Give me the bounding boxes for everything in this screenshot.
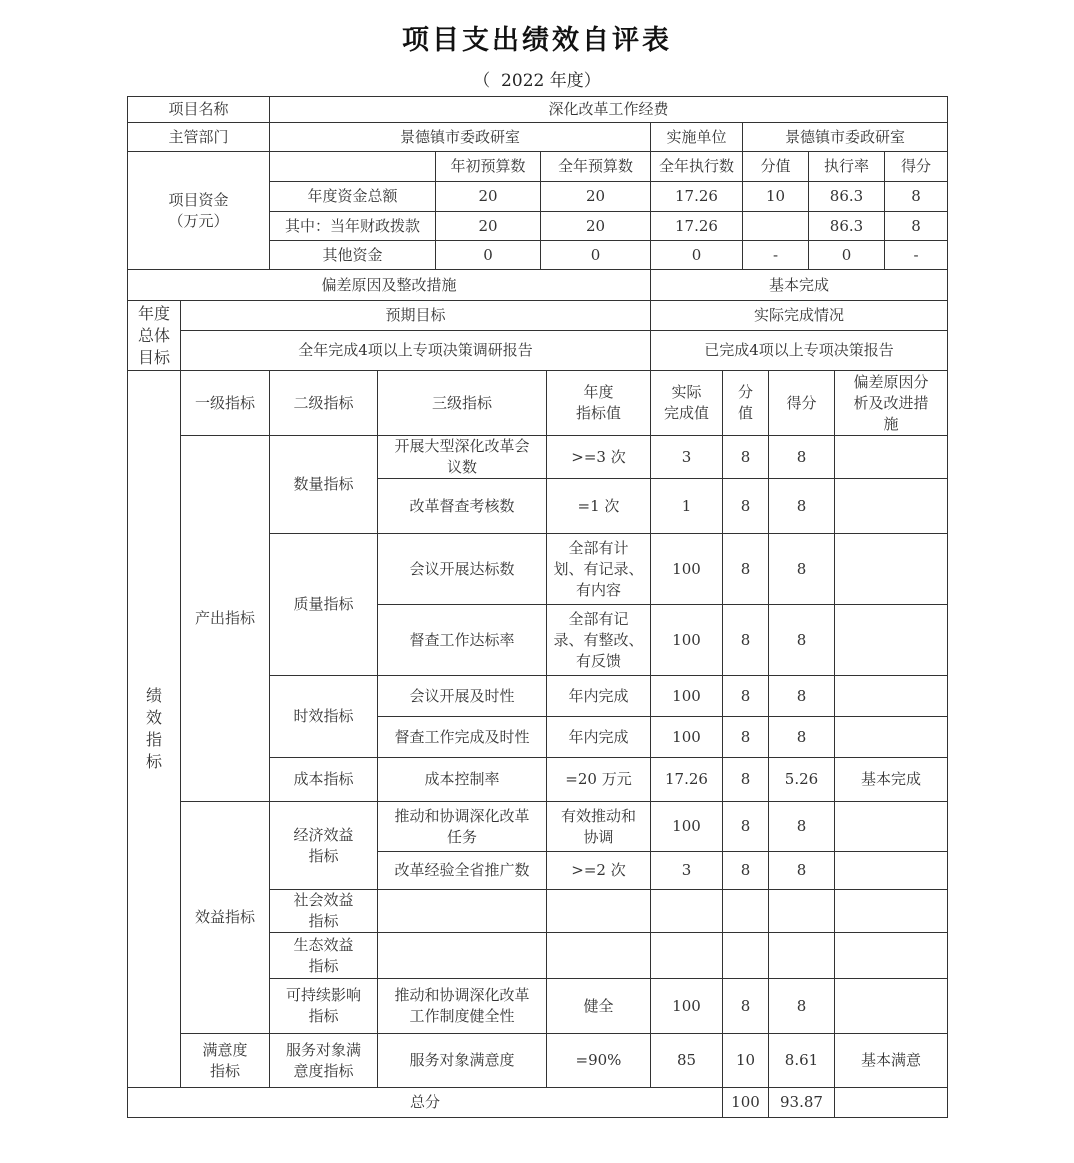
funds-value-cell-text: 20 [585,216,606,235]
dept-label [127,122,270,152]
indicator-weight-cell [722,1033,769,1088]
indicator-header-cell-text: 三级指标 [431,393,492,412]
indicator-name-cell-text: 督查工作完成及时性 [394,727,530,746]
indicator-note-cell [834,435,948,479]
indicator-note-cell-text: 基本完成 [860,770,921,788]
indicator-score-cell-text: 8 [796,630,807,649]
indicator-actual-cell [650,851,723,890]
indicator-note-cell [834,533,948,605]
funds-row-label [269,211,436,241]
funds-header-cell-text: 全年预算数 [557,157,633,175]
indicator-header-cell-text: 二级指标 [293,393,354,412]
funds-row-label-text: 其中：当年财政拨款 [284,216,420,235]
indicator-weight-cell [722,675,769,717]
indicator-name-cell-text: 推动和协调深化改革 工作制度健全性 [394,986,530,1025]
indicator-actual-cell [650,932,723,979]
indicator-header-cell [650,370,723,436]
funds-value-cell [540,211,651,241]
funds-header-cell-text: 年初预算数 [450,157,526,175]
dept-value-text: 景德镇市委政研室 [399,127,520,146]
funds-header-cell-text: 分值 [760,157,791,175]
indicator-name-cell [377,604,547,676]
funds-value-cell-text: 0 [483,245,493,264]
indicator-target-cell-text: 健全 [583,996,614,1015]
dept-label-text: 主管部门 [168,127,229,146]
indicator-header-cell [768,370,835,436]
funds-value-cell-text: - [913,245,919,264]
indicator-weight-cell [722,932,769,979]
indicator-score-cell-text: 8 [796,817,807,835]
indicator-note-cell [834,932,948,979]
funds-value-cell [540,181,651,212]
indicator-target-cell [546,604,651,676]
indicator-target-cell-text: 全部有记 录、有整改、 有反馈 [553,609,644,670]
indicator-actual-cell [650,1033,723,1088]
indicator-score-cell [768,604,835,676]
indicator-name-cell [377,801,547,852]
indicator-weight-cell [722,435,769,479]
level1-output-text: 产出指标 [194,609,255,627]
indicator-actual-cell [650,801,723,852]
funds-value-cell-text: 0 [841,245,852,264]
indicator-name-cell [377,435,547,479]
expected-goal-header [180,300,651,331]
funds-value-cell-text: 8 [911,187,921,205]
level2-cell [269,932,378,979]
annual-goal-label [127,300,181,371]
total-label-text: 总分 [409,1093,440,1111]
indicator-score-cell [768,478,835,534]
indicator-name-cell [377,978,547,1034]
indicator-name-cell-text: 成本控制率 [424,770,500,788]
funds-value-cell-text: 17.26 [675,187,718,205]
indicator-score-cell [768,932,835,979]
funds-header-cell [742,151,809,182]
funds-row-label-text: 年度资金总额 [307,187,398,205]
indicator-actual-cell-text: 17.26 [665,770,708,788]
level1-benefit-text: 效益指标 [194,908,255,926]
indicator-header-cell [722,370,769,436]
indicator-header-cell [377,370,547,436]
level2-cell [269,533,378,676]
indicator-weight-cell [722,978,769,1034]
funds-header-cell [540,151,651,182]
actual-goal-value-text: 已完成4项以上专项决策报告 [704,341,894,359]
total-score [768,1087,835,1118]
indicator-name-cell [377,533,547,605]
level2-cell-text: 成本指标 [293,770,354,788]
indicator-target-cell [546,478,651,534]
indicator-actual-cell-text: 100 [672,630,701,649]
indicator-name-cell [377,757,547,802]
indicator-actual-cell [650,675,723,717]
impl-unit-value-text: 景德镇市委政研室 [784,127,905,146]
indicator-name-cell-text: 督查工作达标率 [409,630,515,649]
project-name-value [269,96,948,123]
indicator-name-cell [377,478,547,534]
indicator-score-cell-text: 8 [796,861,807,879]
indicator-weight-cell [722,757,769,802]
funds-header-cell-text: 全年执行数 [658,157,734,175]
expected-goal-value-text: 全年完成4项以上专项决策调研报告 [298,341,533,359]
funds-value-cell-text: 8 [911,216,921,235]
actual-goal-header-text: 实际完成情况 [753,306,844,324]
indicator-weight-cell-text: 8 [740,447,751,466]
funds-value-cell [650,240,743,270]
level2-cell-text: 生态效益 指标 [293,935,354,975]
indicator-score-cell [768,533,835,605]
indicator-target-cell [546,889,651,933]
level1-output [180,435,270,802]
indicator-weight-cell-text: 10 [735,1051,756,1069]
indicator-actual-cell-text: 100 [672,817,701,835]
indicator-note-cell [834,1033,948,1088]
funds-row-label-text: 其他资金 [322,245,383,264]
indicator-score-cell-text: 8 [796,727,807,746]
indicator-name-cell-text: 开展大型深化改革会 议数 [394,437,530,476]
indicator-note-cell [834,851,948,890]
actual-goal-header [650,300,948,331]
level2-cell-text: 经济效益 指标 [293,825,354,865]
indicator-actual-cell [650,978,723,1034]
indicator-target-cell [546,801,651,852]
indicator-score-cell [768,757,835,802]
level2-cell [269,757,378,802]
deviation-value-text: 基本完成 [768,275,829,294]
funds-header-cell [650,151,743,182]
indicator-score-cell-text: 8 [796,447,807,466]
funds-value-cell-text: 86.3 [829,216,864,235]
level2-cell [269,889,378,933]
funds-value-cell-text: 20 [478,216,498,235]
funds-value-cell-text: 0 [691,245,702,264]
indicator-weight-cell [722,478,769,534]
indicator-weight-cell-text: 8 [740,559,751,578]
indicator-weight-cell [722,851,769,890]
indicator-target-cell-text: 年内完成 [568,686,629,705]
indicator-weight-cell [722,533,769,605]
indicator-header-cell [834,370,948,436]
indicator-header-cell-text: 偏差原因分 析及改进措 施 [853,372,929,433]
indicator-actual-cell [650,435,723,479]
indicator-actual-cell [650,604,723,676]
indicator-header-cell-text: 得分 [786,393,817,412]
funds-value-cell-text: 86.3 [829,187,864,205]
indicator-name-cell-text: 改革经验全省推广数 [394,861,530,879]
indicator-note-cell [834,757,948,802]
funds-header-cell [435,151,541,182]
indicator-target-cell [546,716,651,758]
indicator-weight-cell [722,604,769,676]
indicator-actual-cell [650,478,723,534]
indicator-score-cell [768,851,835,890]
indicator-weight-cell-text: 8 [740,727,751,746]
indicator-name-cell [377,675,547,717]
deviation-value [650,269,948,301]
level2-cell-text: 服务对象满 意度指标 [285,1040,361,1080]
funds-value-cell [808,181,885,212]
indicator-weight-cell-text: 8 [740,861,751,879]
indicator-score-cell-text: 8 [796,559,807,578]
impl-unit-value [742,122,948,152]
funds-header-blank [269,151,436,182]
level2-cell-text: 时效指标 [293,707,354,725]
indicator-note-cell [834,801,948,852]
indicator-target-cell [546,978,651,1034]
funds-value-cell [808,240,885,270]
funds-value-cell [435,181,541,212]
indicator-target-cell [546,675,651,717]
funds-value-cell-text: 0 [590,245,601,264]
indicator-target-cell [546,757,651,802]
level1-benefit [180,801,270,1034]
level2-cell [269,1033,378,1088]
indicator-score-cell [768,716,835,758]
level2-cell [269,435,378,534]
indicator-score-cell [768,889,835,933]
total-weight-text: 100 [731,1093,760,1111]
indicator-target-cell-text: >=2 次 [571,861,626,879]
funds-header-cell-text: 执行率 [823,157,869,175]
indicator-name-cell [377,1033,547,1088]
indicator-score-cell [768,978,835,1034]
indicator-header-cell-text: 分 值 [737,383,753,422]
indicator-note-cell-text: 基本满意 [860,1051,921,1069]
project-name-label [127,96,270,123]
indicator-target-cell [546,1033,651,1088]
funds-value-cell [742,181,809,212]
indicators-section-label [127,370,181,1088]
indicator-name-cell-text: 推动和协调深化改革 任务 [394,806,530,846]
indicator-weight-cell [722,716,769,758]
level2-cell-text: 质量指标 [293,595,354,613]
indicator-actual-cell [650,757,723,802]
funds-value-cell-text: 20 [585,187,606,205]
indicator-name-cell [377,889,547,933]
level2-cell-text: 社会效益 指标 [293,891,354,930]
funds-header-cell-text: 得分 [900,157,931,175]
indicator-score-cell-text: 5.26 [784,770,819,788]
indicator-score-cell-text: 8 [796,686,807,705]
indicator-score-cell [768,801,835,852]
indicator-target-cell [546,435,651,479]
funds-value-cell-text: 10 [765,187,786,205]
indicator-weight-cell-text: 8 [740,496,751,515]
indicator-actual-cell [650,716,723,758]
funds-value-cell [540,240,651,270]
indicator-note-cell [834,716,948,758]
page-title: 项目支出绩效自评表 [402,25,672,56]
indicator-actual-cell-text: 100 [672,559,701,578]
indicator-target-cell-text: =90% [575,1051,622,1069]
indicator-header-cell [546,370,651,436]
funds-value-cell-text: 20 [478,187,498,205]
total-weight [722,1087,769,1118]
indicator-weight-cell-text: 8 [740,630,751,649]
indicator-score-cell [768,675,835,717]
indicator-header-cell-text: 实际 完成值 [663,383,709,422]
indicator-target-cell-text: 有效推动和 协调 [560,806,636,846]
indicator-actual-cell-text: 100 [672,686,701,705]
annual-goal-label-text: 年度 总体 目标 [137,303,170,367]
actual-goal-value [650,330,948,371]
indicators-section-label-text: 绩 效 指 标 [145,686,162,771]
project-name-value-text: 深化改革工作经费 [548,100,669,118]
indicator-actual-cell-text: 85 [676,1051,697,1069]
indicator-weight-cell [722,889,769,933]
indicator-note-cell [834,478,948,534]
indicator-actual-cell [650,533,723,605]
indicator-target-cell-text: >=3 次 [571,447,626,466]
deviation-label [127,269,651,301]
indicator-score-cell [768,435,835,479]
indicator-target-cell [546,851,651,890]
indicator-target-cell [546,932,651,979]
fiscal-year: （ 2022 年度） [473,71,601,91]
level1-satisfaction-text: 满意度 指标 [202,1040,248,1080]
indicator-name-cell-text: 会议开展达标数 [409,559,515,578]
level2-cell [269,675,378,758]
funds-value-cell [435,240,541,270]
level2-cell-text: 数量指标 [293,475,354,493]
indicator-header-cell-text: 年度 指标值 [575,383,621,422]
funds-value-cell [884,211,948,241]
funds-header-cell [884,151,948,182]
indicator-actual-cell-text: 1 [681,496,692,515]
total-note [834,1087,948,1118]
indicator-name-cell [377,851,547,890]
indicator-name-cell-text: 服务对象满意度 [409,1051,515,1069]
indicator-target-cell-text: 年内完成 [568,727,629,746]
indicator-score-cell-text: 8.61 [784,1051,819,1069]
indicator-name-cell [377,716,547,758]
funds-value-cell-text: - [772,245,779,264]
indicator-target-cell-text: =1 次 [577,496,620,515]
indicator-actual-cell [650,889,723,933]
indicator-actual-cell-text: 3 [681,447,692,466]
indicator-name-cell [377,932,547,979]
indicator-weight-cell [722,801,769,852]
indicator-score-cell-text: 8 [796,996,807,1015]
indicator-note-cell [834,675,948,717]
funds-value-cell [742,211,809,241]
level2-cell [269,978,378,1034]
level2-cell-text: 可持续影响 指标 [285,986,361,1025]
indicator-score-cell [768,1033,835,1088]
funds-row-label [269,181,436,212]
indicator-score-cell-text: 8 [796,496,807,515]
indicator-weight-cell-text: 8 [740,770,751,788]
indicator-target-cell-text: =20 万元 [565,770,632,788]
indicator-header-cell [180,370,270,436]
indicator-actual-cell-text: 3 [681,861,692,879]
indicator-target-cell-text: 全部有计 划、有记录、 有内容 [553,538,644,599]
expected-goal-header-text: 预期目标 [385,306,446,324]
funds-value-cell [884,240,948,270]
indicator-target-cell [546,533,651,605]
indicator-weight-cell-text: 8 [740,817,751,835]
indicator-actual-cell-text: 100 [672,996,701,1015]
expected-goal-value [180,330,651,371]
indicator-header-cell-text: 一级指标 [194,393,255,412]
funds-label-text: 项目资金 （万元） [168,190,229,230]
impl-unit-label [650,122,743,152]
indicator-header-cell [269,370,378,436]
project-name-label-text: 项目名称 [168,100,229,118]
funds-label [127,151,270,270]
funds-value-cell [742,240,809,270]
funds-value-cell-text: 17.26 [675,216,718,235]
indicator-note-cell [834,604,948,676]
deviation-label-text: 偏差原因及整改措施 [321,275,457,294]
impl-unit-label-text: 实施单位 [666,127,727,146]
indicator-weight-cell-text: 8 [740,686,751,705]
total-label [127,1087,723,1118]
indicator-name-cell-text: 改革督查考核数 [409,496,515,515]
funds-value-cell [884,181,948,212]
indicator-actual-cell-text: 100 [672,727,701,746]
level2-cell [269,801,378,890]
indicator-name-cell-text: 会议开展及时性 [409,686,515,705]
indicator-note-cell [834,889,948,933]
level1-satisfaction [180,1033,270,1088]
total-score-text: 93.87 [780,1093,823,1111]
funds-value-cell [650,181,743,212]
indicator-weight-cell-text: 8 [740,996,751,1015]
indicator-note-cell [834,978,948,1034]
funds-row-label [269,240,436,270]
funds-header-cell [808,151,885,182]
funds-value-cell [435,211,541,241]
funds-value-cell [808,211,885,241]
dept-value [269,122,651,152]
funds-value-cell [650,211,743,241]
